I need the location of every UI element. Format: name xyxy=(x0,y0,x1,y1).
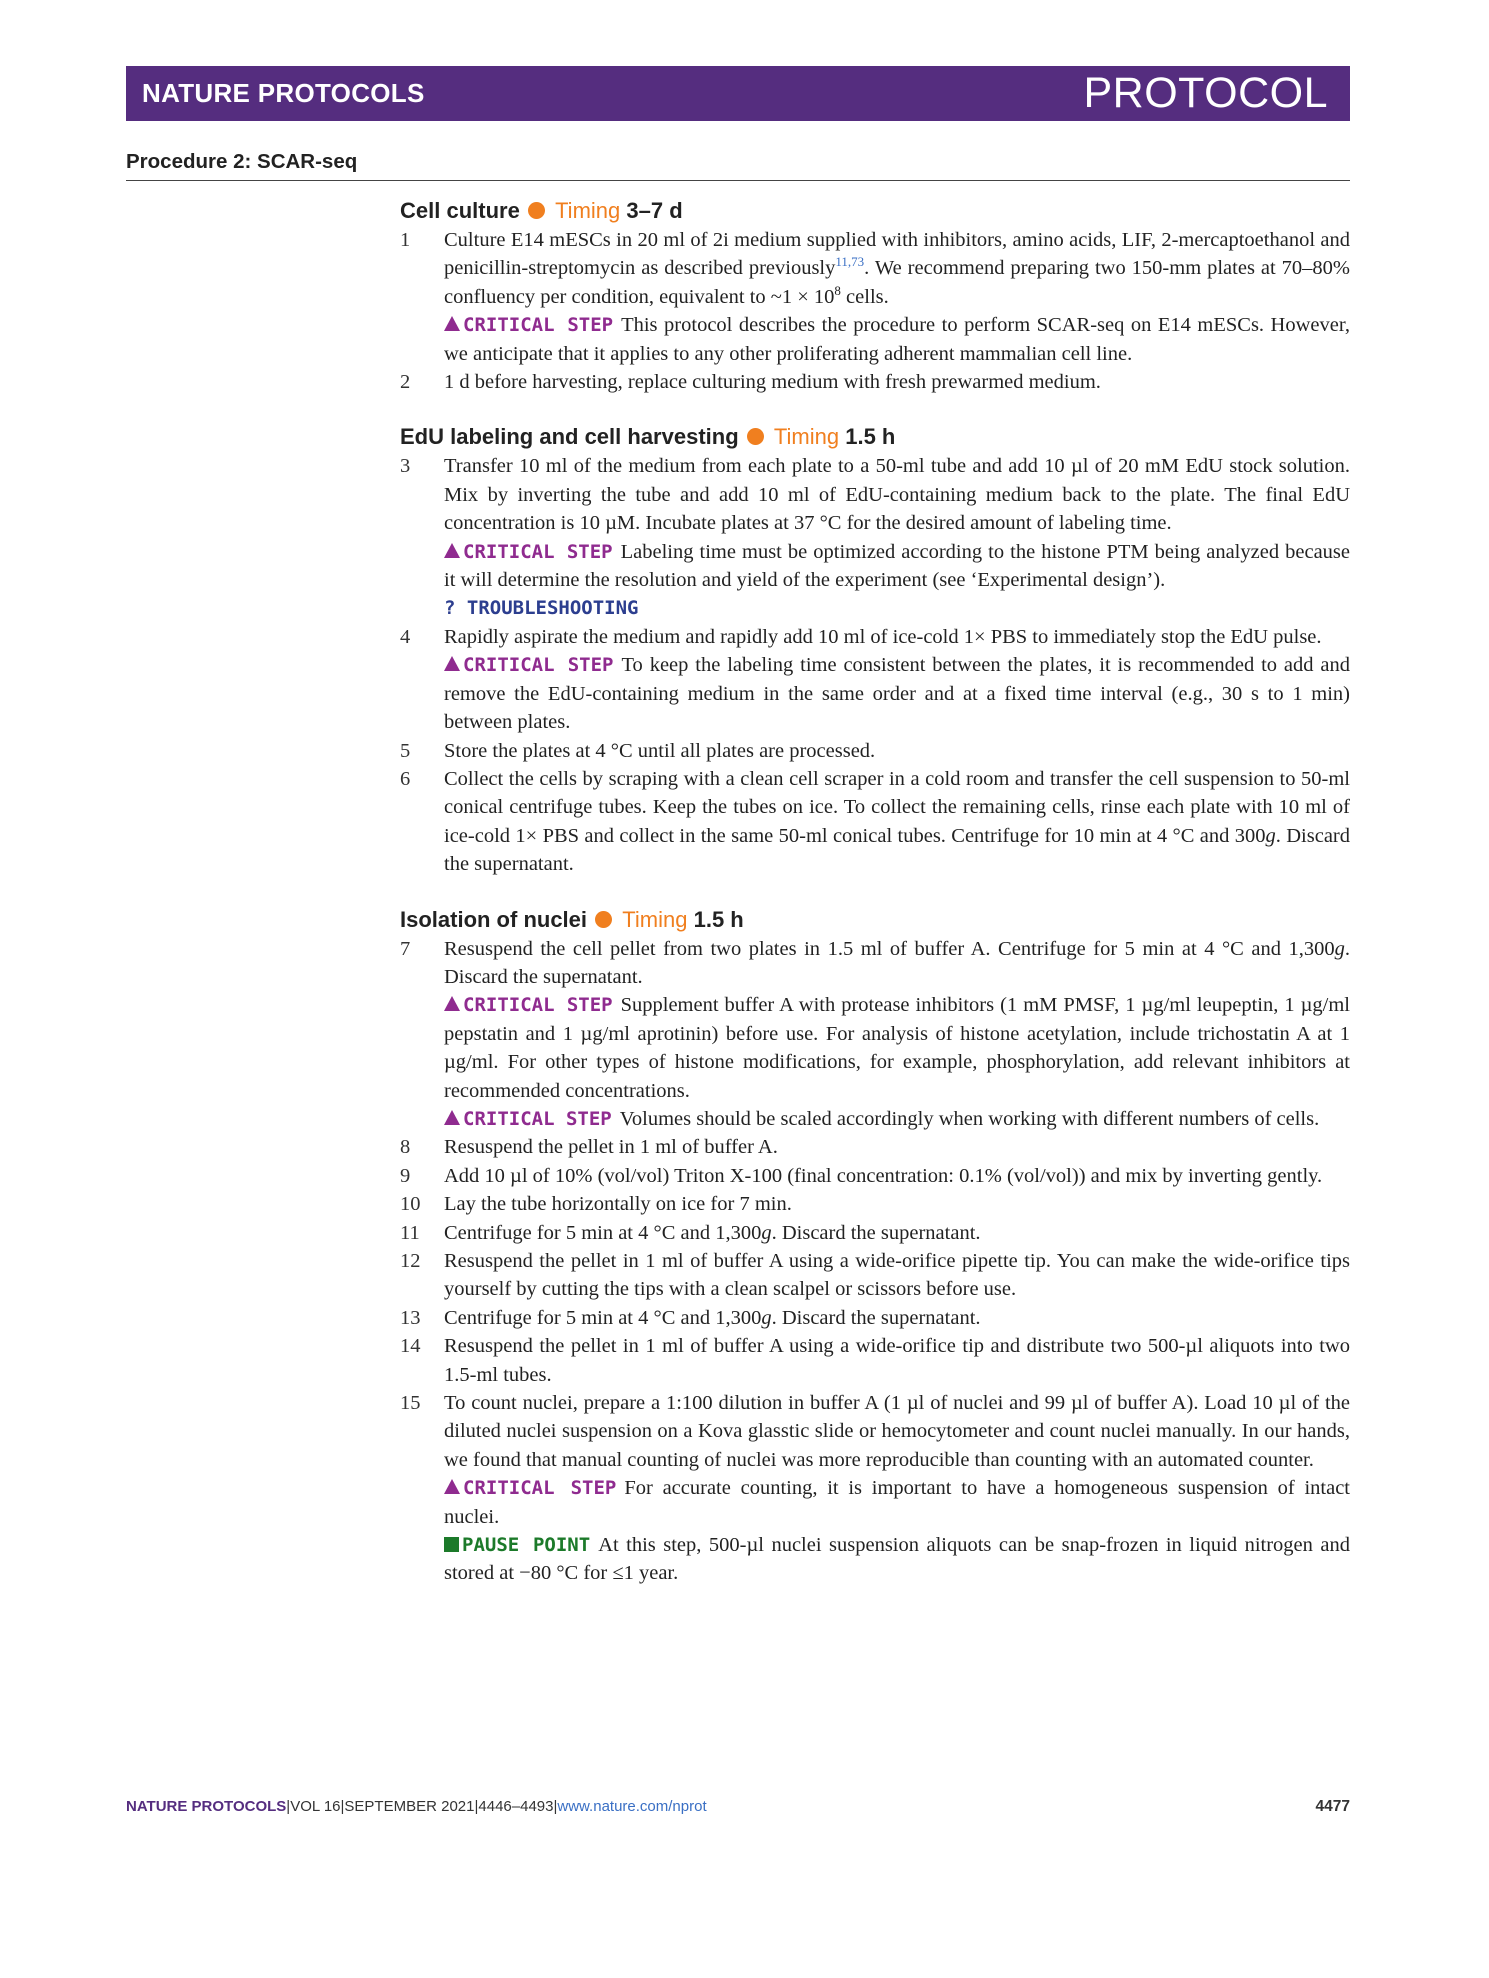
step-number: 6 xyxy=(400,767,411,790)
step-text: Centrifuge for 5 min at 4 °C and 1,300g. Discard the supernatant. xyxy=(444,1306,981,1329)
step-text: Resuspend the cell pellet from two plates in 1.5 ml of buffer A. Centrifuge for 5 min at 4 °C and 1,300g. Discard the supernatant. xyxy=(444,937,1350,988)
step-1 xyxy=(400,226,1350,368)
timing-label: Timing xyxy=(555,198,621,223)
step-15 xyxy=(400,1389,1350,1588)
critical-step-note: CRITICAL STEP Volumes should be scaled accordingly when working with different numbers of cells. xyxy=(444,1105,1350,1133)
step-2 xyxy=(400,368,1350,396)
page-number: 4477 xyxy=(1315,1798,1350,1815)
step-8 xyxy=(400,1133,1350,1161)
step-number: 7 xyxy=(400,937,411,960)
step-number: 11 xyxy=(400,1221,420,1244)
critical-step-tag: CRITICAL STEP xyxy=(463,994,613,1017)
timing-label: Timing xyxy=(622,906,688,932)
pause-square-icon xyxy=(444,1537,459,1552)
step-7 xyxy=(400,935,1350,1134)
footer-citation: NATURE PROTOCOLS|VOL 16|SEPTEMBER 2021|4446–4493|www.nature.com/nprot xyxy=(126,1798,707,1815)
warning-triangle-icon xyxy=(444,656,460,671)
step-number: 12 xyxy=(400,1250,421,1272)
step-text: To count nuclei, prepare a 1:100 dilution in buffer A (1 µl of nuclei and 99 µl of buffer A). Load 10 µl of the diluted nuclei suspension on a Kova glasstic slide or hemocytometer and count nuclei manually. In our hands, we found that manual counting of nuclei was more reproducible than counting with an automated counter. xyxy=(444,1392,1350,1471)
critical-step-note: CRITICAL STEP To keep the labeling time consistent between the plates, it is recommended to add and remove the EdU-containing medium in the same order and at a fixed time interval (e.g., 30 s to 1 min) between plates. xyxy=(444,654,1350,734)
step-11 xyxy=(400,1219,1350,1247)
timing-label: Timing xyxy=(773,424,840,450)
step-text: Lay the tube horizontally on ice for 7 min. xyxy=(444,1193,792,1216)
step-text: Transfer 10 ml of the medium from each plate to a 50-ml tube and add 10 µl of 20 mM EdU stock solution. Mix by inverting the tube and add 10 ml of EdU-containing medium back to the plate. The final EdU concentration is 10 µM. Incubate plates at 37 °C for the desired amount of labeling time. xyxy=(444,455,1350,535)
step-text: Resuspend the pellet in 1 ml of buffer A using a wide-orifice tip and distribute two 500-µl aliquots into two 1.5-ml tubes. xyxy=(444,1335,1350,1386)
critical-step-tag: CRITICAL STEP xyxy=(463,1107,612,1130)
troubleshooting-link[interactable]: ? TROUBLESHOOTING xyxy=(444,597,639,620)
step-13 xyxy=(400,1304,1350,1332)
timing-clock-icon xyxy=(528,202,545,219)
step-text: Collect the cells by scraping with a clean cell scraper in a cold room and transfer the cell suspension to 50-ml conical centrifuge tubes. Keep the tubes on ice. To collect the remaining cells, rinse each plate with 10 ml of ice-cold 1× PBS and collect in the same 50-ml conical tubes. Centrifuge for 10 min at 4 °C and 300g. Discard the supernatant. xyxy=(444,767,1350,876)
journal-banner xyxy=(126,66,1350,121)
section-title: Cell culture xyxy=(400,198,520,223)
step-5 xyxy=(400,737,1350,765)
footer-date: SEPTEMBER 2021 xyxy=(344,1798,475,1815)
article-type: PROTOCOL xyxy=(1083,69,1328,117)
section-heading-edu-labeling xyxy=(400,422,1350,452)
warning-triangle-icon xyxy=(444,543,460,558)
step-number: 3 xyxy=(400,455,411,478)
section-heading-isolation-of-nuclei xyxy=(400,905,1350,935)
critical-step-tag: CRITICAL STEP xyxy=(463,1477,617,1500)
procedure-content xyxy=(400,196,1350,1588)
journal-name: NATURE PROTOCOLS xyxy=(142,78,425,108)
section-heading-cell-culture xyxy=(400,196,1350,226)
step-text: 1 d before harvesting, replace culturing medium with fresh prewarmed medium. xyxy=(444,371,1101,394)
section-title: Isolation of nuclei xyxy=(400,906,588,932)
critical-step-note: CRITICAL STEP This protocol describes the procedure to perform SCAR-seq on E14 mESCs. However, we anticipate that it applies to any other proliferating adherent mammalian cell line. xyxy=(444,314,1350,365)
footer-journal: NATURE PROTOCOLS xyxy=(126,1798,287,1815)
timing-value: 1.5 h xyxy=(845,424,896,450)
footer-url-link[interactable]: www.nature.com/nprot xyxy=(557,1798,707,1815)
step-number: 14 xyxy=(400,1335,421,1358)
procedure-title: Procedure 2: SCAR-seq xyxy=(126,150,1350,181)
warning-triangle-icon xyxy=(444,316,460,331)
step-number: 10 xyxy=(400,1193,421,1216)
critical-step-tag: CRITICAL STEP xyxy=(463,314,614,337)
step-text: Add 10 µl of 10% (vol/vol) Triton X-100 (final concentration: 0.1% (vol/vol)) and mix by inverting gently. xyxy=(444,1164,1323,1187)
footer-pages: 4446–4493 xyxy=(478,1798,554,1815)
step-text: Centrifuge for 5 min at 4 °C and 1,300g. Discard the supernatant. xyxy=(444,1221,981,1244)
footer-volume: VOL 16 xyxy=(290,1798,341,1815)
critical-step-note: CRITICAL STEP For accurate counting, it is important to have a homogeneous suspension of intact nuclei. xyxy=(444,1477,1350,1528)
citation-link[interactable]: 11,73 xyxy=(835,254,865,270)
step-number: 2 xyxy=(400,371,411,394)
section-title: EdU labeling and cell harvesting xyxy=(400,424,739,450)
step-6 xyxy=(400,765,1350,879)
step-number: 4 xyxy=(400,625,411,648)
pause-point-note: PAUSE POINT At this step, 500-µl nuclei suspension aliquots can be snap-frozen in liquid nitrogen and stored at −80 °C for ≤1 year. xyxy=(444,1534,1350,1585)
step-9 xyxy=(400,1162,1350,1190)
step-number: 15 xyxy=(400,1392,421,1415)
step-number: 5 xyxy=(400,739,411,762)
step-3 xyxy=(400,452,1350,622)
step-text: Resuspend the pellet in 1 ml of buffer A using a wide-orifice pipette tip. You can make the wide-orifice tips yourself by cutting the tips with a clean scalpel or scissors before use. xyxy=(444,1250,1350,1301)
pause-point-tag: PAUSE POINT xyxy=(462,1534,591,1557)
warning-triangle-icon xyxy=(444,1110,460,1125)
step-text: Rapidly aspirate the medium and rapidly add 10 ml of ice-cold 1× PBS to immediately stop the EdU pulse. xyxy=(444,625,1322,648)
step-14 xyxy=(400,1332,1350,1389)
timing-value: 1.5 h xyxy=(693,906,744,932)
step-number: 1 xyxy=(400,229,411,251)
timing-value: 3–7 d xyxy=(626,198,683,223)
critical-step-note: CRITICAL STEP Labeling time must be optimized according to the histone PTM being analyzed because it will determine the resolution and yield of the experiment (see ‘Experimental design’). xyxy=(444,540,1350,592)
step-12 xyxy=(400,1247,1350,1304)
step-text: Culture E14 mESCs in 20 ml of 2i medium supplied with inhibitors, amino acids, LIF, 2-mercaptoethanol and penicillin-streptomycin as described previously$^{11,73}$. We recommend preparing two 150-mm plates at 70–80% confluency per condition, equivalent to ~1 × $10^8$ cells. xyxy=(444,229,1350,308)
step-text: Resuspend the pellet in 1 ml of buffer A. xyxy=(444,1136,778,1159)
step-text: Store the plates at 4 °C until all plates are processed. xyxy=(444,739,876,762)
timing-clock-icon xyxy=(595,911,612,928)
timing-clock-icon xyxy=(747,428,764,445)
step-number: 13 xyxy=(400,1306,421,1329)
critical-step-tag: CRITICAL STEP xyxy=(463,654,614,677)
step-number: 9 xyxy=(400,1164,411,1187)
critical-step-tag: CRITICAL STEP xyxy=(463,540,613,563)
critical-step-note: CRITICAL STEP Supplement buffer A with protease inhibitors (1 mM PMSF, 1 µg/ml leupeptin, 1 µg/ml pepstatin and 1 µg/ml aprotinin) before use. For analysis of histone acetylation, include trichostatin A at 1 µg/ml. For other types of histone modifications, for example, phosphorylation, add relevant inhibitors at recommended concentrations. xyxy=(444,994,1350,1102)
step-4 xyxy=(400,623,1350,737)
warning-triangle-icon xyxy=(444,996,460,1011)
step-number: 8 xyxy=(400,1136,411,1159)
step-10 xyxy=(400,1190,1350,1218)
page-footer xyxy=(126,1798,1350,1816)
warning-triangle-icon xyxy=(444,1479,460,1494)
